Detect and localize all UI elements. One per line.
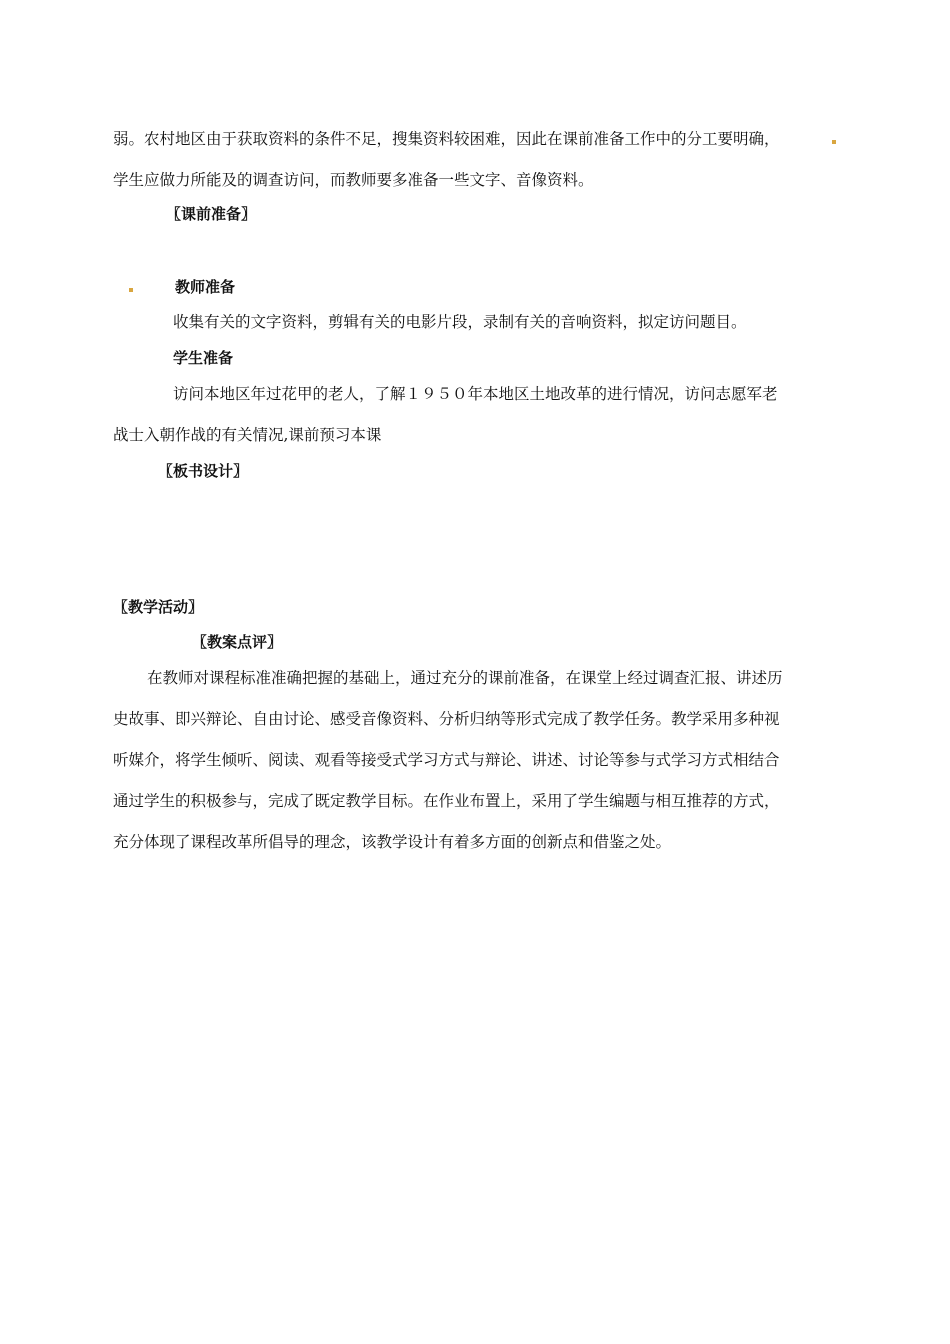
intro-line-1: 弱。农村地区由于获取资料的条件不足，搜集资料较困难，因此在课前准备工作中的分工要明确， xyxy=(113,130,780,148)
board-design-heading: 〖板书设计〗 xyxy=(158,462,249,480)
mark-dot xyxy=(129,288,133,292)
prep-heading: 〖课前准备〗 xyxy=(166,205,257,223)
mark-dot xyxy=(832,140,836,144)
review-line: 听媒介，将学生倾听、阅读、观看等接受式学习方式与辩论、讲述、讨论等参与式学习方式相结合 xyxy=(113,751,780,769)
review-line: 在教师对课程标准准确把握的基础上，通过充分的课前准备，在课堂上经过调查汇报、讲述历 xyxy=(147,669,783,687)
teacher-prep-heading: 教师准备 xyxy=(175,278,236,296)
review-heading: 〖教案点评〗 xyxy=(192,633,283,651)
student-prep-line-2: 战士入朝作战的有关情况,课前预习本课 xyxy=(113,426,382,444)
review-line: 通过学生的积极参与，完成了既定教学目标。在作业布置上，采用了学生编题与相互推荐的方式， xyxy=(113,792,780,810)
student-prep-line-1: 访问本地区年过花甲的老人，了解１９５０年本地区土地改革的进行情况，访问志愿军老 xyxy=(173,385,778,403)
review-line: 史故事、即兴辩论、自由讨论、感受音像资料、分析归纳等形式完成了教学任务。教学采用多种视 xyxy=(113,710,780,728)
student-prep-heading: 学生准备 xyxy=(173,349,234,367)
teaching-activity-heading: 〖教学活动〗 xyxy=(113,598,204,616)
intro-line-2: 学生应做力所能及的调查访问，而教师要多准备一些文字、音像资料。 xyxy=(113,171,594,189)
teacher-prep-text: 收集有关的文字资料，剪辑有关的电影片段，录制有关的音响资料，拟定访问题目。 xyxy=(173,313,747,331)
review-line: 充分体现了课程改革所倡导的理念，该教学设计有着多方面的创新点和借鉴之处。 xyxy=(113,833,672,851)
